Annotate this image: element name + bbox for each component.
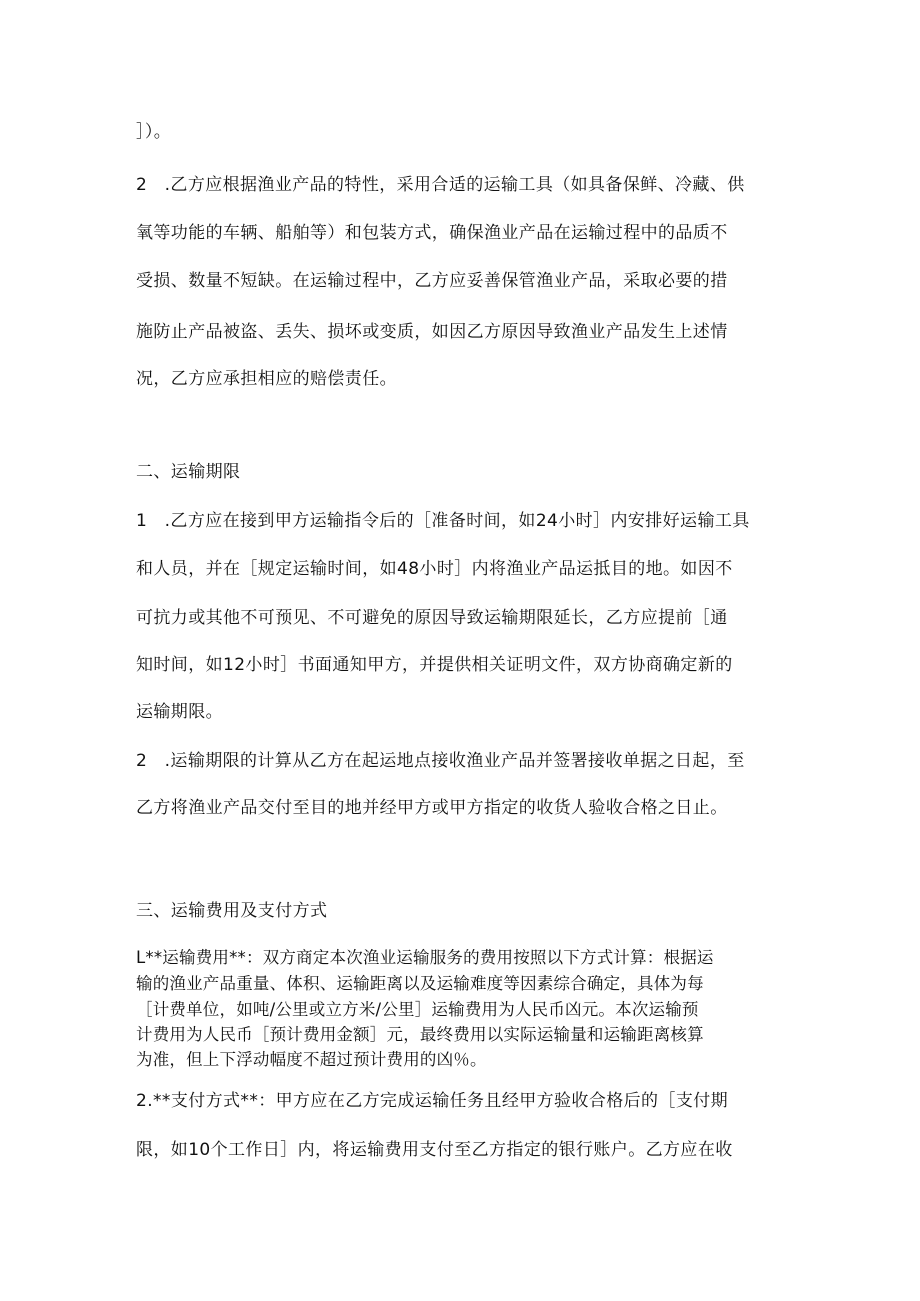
fees-item-1-line-1: L**运输费用**：双方商定本次渔业运输服务的费用按照以下方式计算：根据运 [136, 948, 714, 967]
period-item-1-line-5: 运输期限。 [136, 702, 223, 722]
fees-item-1-line-5: 为准，但上下浮动幅度不超过预计费用的凶％。 [136, 1050, 487, 1069]
paragraph-2-line-4: 施防止产品被盗、丢失、损坏或变质，如因乙方原因导致渔业产品发生上述情 [136, 322, 728, 342]
fees-item-2-line-2: 限，如10个工作日］内，将运输费用支付至乙方指定的银行账户。乙方应在收 [136, 1140, 733, 1160]
section-heading-transport-period: 二、运输期限 [136, 462, 241, 482]
section-heading-fees-payment: 三、运输费用及支付方式 [136, 901, 328, 921]
paragraph-2-line-3: 受损、数量不短缺。在运输过程中，乙方应妥善保管渔业产品，采取必要的措 [136, 271, 728, 291]
paragraph-2-line-5: 况，乙方应承担相应的赔偿责任。 [136, 369, 397, 389]
period-item-1-line-1: 1 .乙方应在接到甲方运输指令后的［准备时间，如24小时］内安排好运输工具 [136, 511, 750, 531]
period-item-2-line-1: 2 .运输期限的计算从乙方在起运地点接收渔业产品并签署接收单据之日起，至 [136, 751, 745, 771]
period-item-1-line-4: 知时间，如12小时］书面通知甲方，并提供相关证明文件，双方协商确定新的 [136, 655, 733, 675]
period-item-2-line-2: 乙方将渔业产品交付至目的地并经甲方或甲方指定的收货人验收合格之日止。 [136, 798, 728, 818]
fees-item-1-line-2: 输的渔业产品重量、体积、运输距离以及运输难度等因素综合确定，具体为每 [136, 974, 704, 993]
period-item-1-line-2: 和人员，并在［规定运输时间，如48小时］内将渔业产品运抵目的地。如因不 [136, 559, 733, 579]
fees-item-1-line-4: 计费用为人民币［预计费用金额］元，最终费用以实际运输量和运输距离核算 [136, 1025, 704, 1044]
period-item-1-line-3: 可抗力或其他不可预见、不可避免的原因导致运输期限延长，乙方应提前［通 [136, 608, 728, 628]
fees-item-1-line-3: ［计费单位，如吨/公里或立方米/公里］运输费用为人民币凶元。本次运输预 [136, 1000, 699, 1019]
fees-item-2-line-1: 2.**支付方式**：甲方应在乙方完成运输任务且经甲方验收合格后的［支付期 [136, 1091, 729, 1111]
text-line-bracket-close: ］）。 [136, 122, 172, 142]
paragraph-2-line-2: 氧等功能的车辆、船舶等）和包装方式，确保渔业产品在运输过程中的品质不 [136, 223, 728, 243]
paragraph-2-line-1: 2 .乙方应根据渔业产品的特性，采用合适的运输工具（如具备保鲜、冷藏、供 [136, 175, 745, 195]
